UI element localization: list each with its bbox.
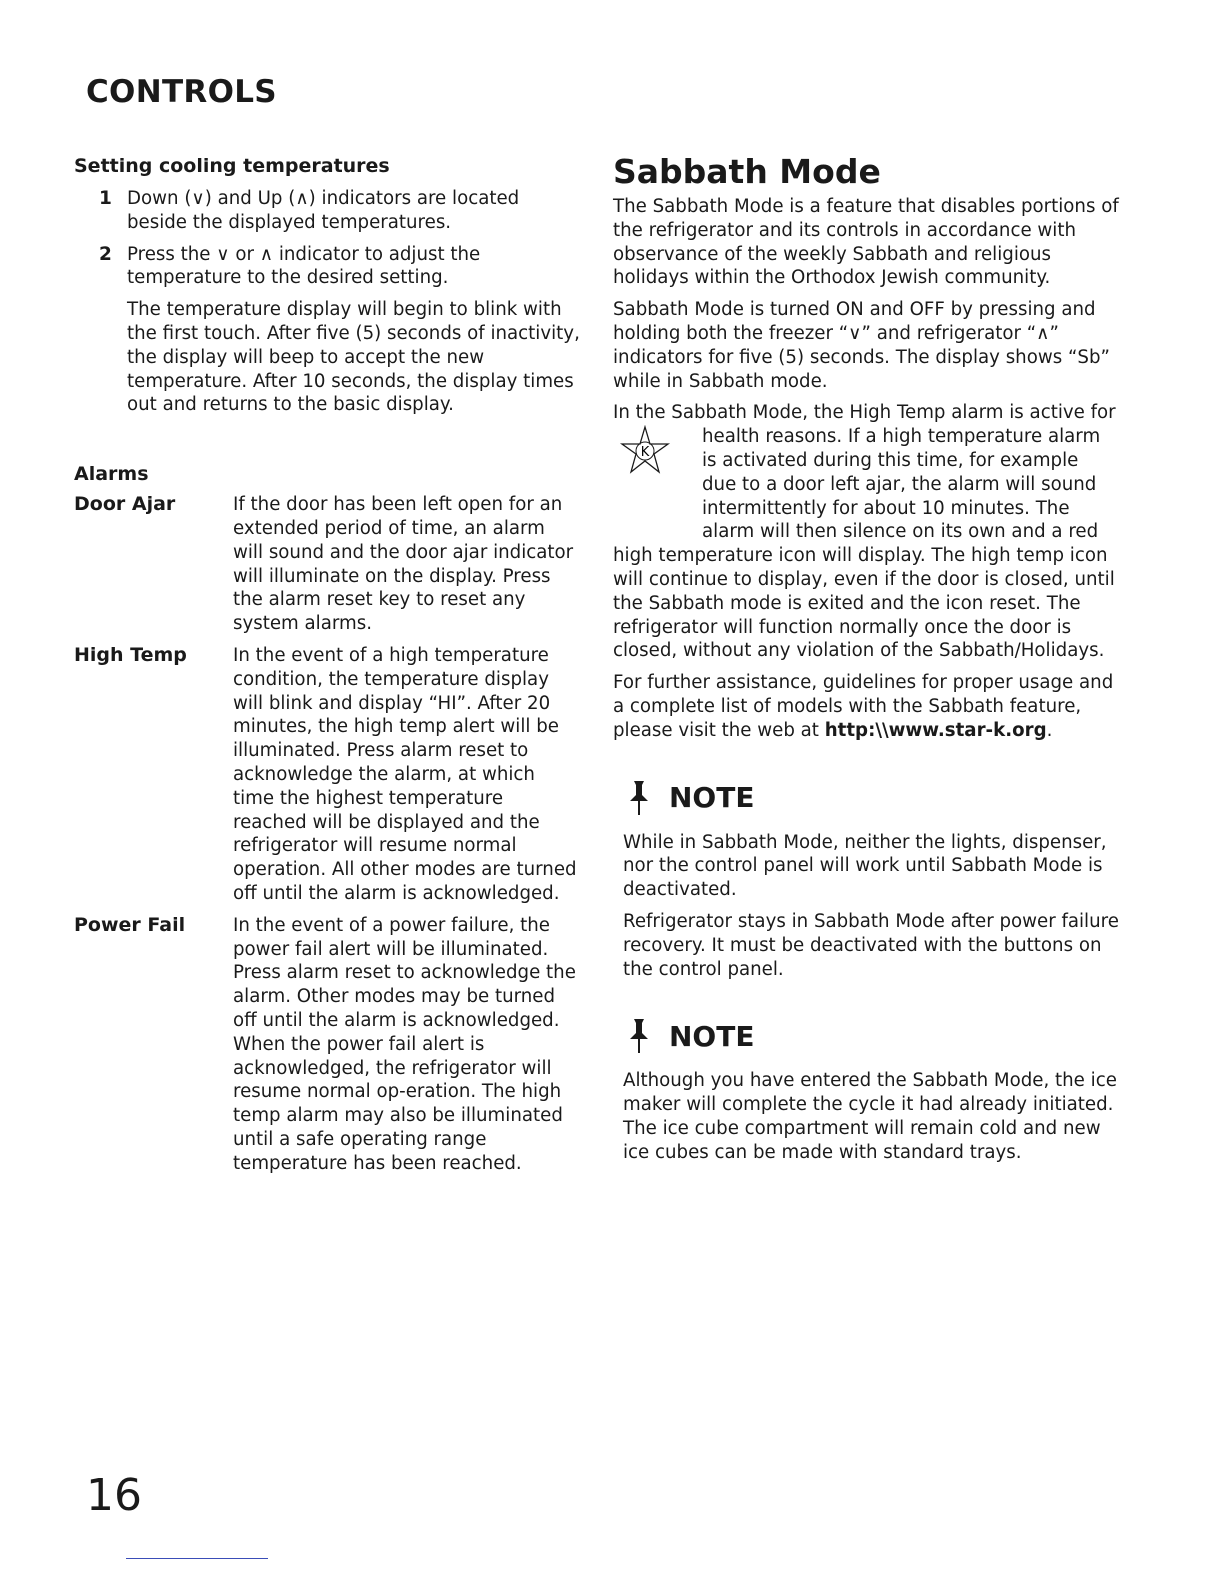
setting-extra-paragraph: The temperature display will begin to blink with the first touch. After five (5) seconds of inactivity, the display will beep to accept the new temperature. After 10 seconds, the display times out and returns to the basic display. [127, 299, 580, 416]
text-line: health reasons. If a high temperature alarm [702, 426, 1101, 448]
page-title: CONTROLS [86, 74, 277, 110]
alarm-description: In the event of a high temperature condition, the temperature display will blink and display “HI”. After 20 minutes, the high temp alert will be illuminated. Press alarm reset to acknowledge the alarm, at which time the highest temperature reached will be displayed and the refrigerator will resume normal operation. All other modes are turned off until the alarm is acknowledged. [233, 644, 577, 904]
step-text: Down (∨) and Up (∧) indicators are located beside the displayed temperatures. [127, 188, 520, 233]
note-paragraph: Refrigerator stays in Sabbath Mode after power failure recovery. It must be deactivated with the buttons on the control panel. [623, 910, 1119, 980]
sabbath-heading: Sabbath Mode [613, 152, 881, 191]
step-number: 2 [99, 243, 112, 265]
page-number: 16 [86, 1470, 142, 1521]
note-paragraph: Although you have entered the Sabbath Mode, the ice maker will complete the cycle it had already initiated. The ice cube compartment will remain cold and new ice cubes can be made with standard trays. [623, 1070, 1117, 1163]
text-line: due to a door left ajar, the alarm will sound [702, 473, 1097, 495]
step-2 [74, 243, 584, 291]
alarm-door-ajar [74, 493, 584, 636]
step-number: 1 [99, 188, 112, 209]
step-1 [74, 187, 584, 235]
step-text: Press the ∨ or ∧ indicator to adjust the temperature to the desired setting. [127, 243, 481, 289]
star-k-icon [619, 425, 671, 477]
alarm-power-fail [74, 914, 584, 1176]
text-line: is activated during this time, for example [702, 449, 1079, 471]
text-line: In the Sabbath Mode, the High Temp alarm is active for [613, 402, 1116, 424]
text-paragraph: high temperature icon will display. The high temp icon will continue to display, even if the door is closed, until the Sabbath mode is exited and the icon reset. The refrigerator will function normally once the door is closed, without any violation of the Sabbath/Holidays. [613, 545, 1115, 662]
star-k-letter: K [640, 445, 650, 461]
bottom-rule [126, 1558, 268, 1559]
note-header [623, 779, 1123, 817]
text-line: alarm will then silence on its own and a red [702, 521, 1099, 543]
note-title: NOTE [669, 1019, 755, 1053]
note-paragraph: While in Sabbath Mode, neither the lights, dispenser, nor the control panel will work until Sabbath Mode is deactivated. [623, 831, 1107, 901]
note-block-2 [623, 1017, 1123, 1164]
alarm-label: High Temp [74, 643, 187, 666]
left-column [74, 155, 584, 1183]
alarm-description: In the event of a power failure, the power fail alert will be illuminated. Press alarm reset to acknowledge the alarm. Other modes may be turned off until the alarm is acknowledged. When the power fail alert is acknowledged, the refrigerator will resume normal op-eration. The high temp alarm may also be illuminated until a safe operating range temperature has been reached. [233, 914, 576, 1174]
alarm-label: Power Fail [74, 913, 186, 936]
sabbath-alarm-paragraph [613, 401, 1123, 663]
sabbath-intro: The Sabbath Mode is a feature that disables portions of the refrigerator and its controls in accordance with observance of the weekly Sabbath and religious holidays within the Orthodox Jewish community. [613, 196, 1119, 289]
note-block-1 [623, 779, 1123, 982]
sabbath-activation: Sabbath Mode is turned ON and OFF by pressing and holding both the freezer “∨” and refrigerator “∧” indicators for five (5) seconds. The display shows “Sb” while in Sabbath mode. [613, 299, 1110, 392]
star-k-link[interactable]: http:\\www.star-k.org [824, 719, 1047, 741]
right-column [613, 152, 1123, 1173]
note-title: NOTE [669, 781, 755, 815]
assistance-end: . [1046, 719, 1053, 741]
alarm-label: Door Ajar [74, 493, 176, 516]
pushpin-icon [625, 1017, 653, 1055]
alarm-high-temp [74, 644, 584, 906]
pushpin-icon [625, 779, 653, 817]
setting-heading: Setting cooling temperatures [74, 155, 390, 177]
sabbath-assistance [613, 671, 1123, 742]
alarm-description: If the door has been left open for an extended period of time, an alarm will sound and the door ajar indicator will illuminate on the display. Press the alarm reset key to reset any system alarms. [233, 494, 574, 635]
assistance-text: For further assistance, guidelines for proper usage and a complete list of models with the Sabbath feature, please visit the web at [613, 672, 1114, 741]
alarms-heading: Alarms [74, 463, 149, 486]
note-header [623, 1017, 1123, 1055]
text-line: intermittently for about 10 minutes. The [702, 497, 1070, 519]
